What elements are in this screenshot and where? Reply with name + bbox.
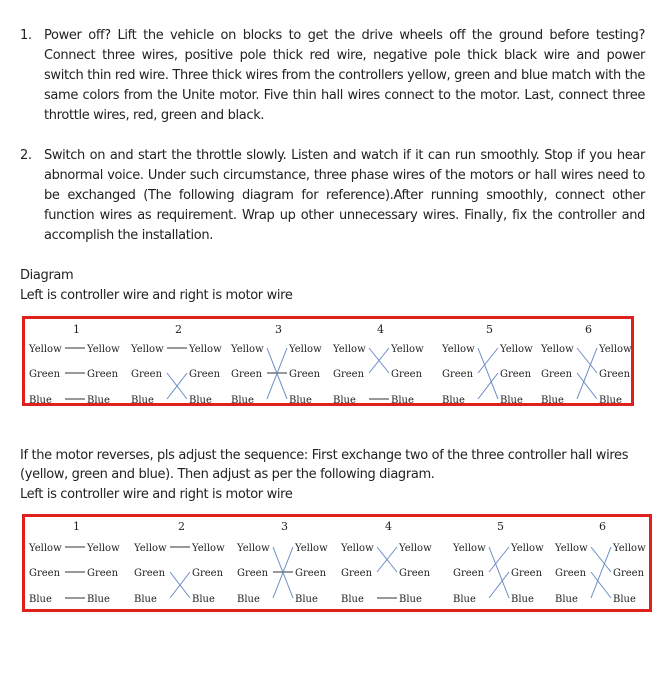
instruction-2-number: 2.: [20, 148, 32, 163]
d1-combo-3-controller-green: Green: [231, 369, 263, 380]
d2-combo-4-motor-yellow: Yellow: [399, 543, 432, 554]
d2-combo-6-controller-blue: Blue: [555, 594, 578, 605]
d1-combo-3-motor-green: Green: [289, 369, 321, 380]
d2-combo-3-motor-blue: Blue: [295, 594, 318, 605]
d2-combo-4-number: 4: [385, 520, 392, 533]
d1-combo-2-number: 2: [175, 323, 182, 336]
d2-combo-2-controller-blue: Blue: [134, 594, 157, 605]
d1-combo-5-controller-yellow: Yellow: [442, 344, 475, 355]
d1-combo-6-number: 6: [585, 323, 592, 336]
d2-combo-2-motor-green: Green: [192, 568, 224, 579]
d1-combo-4-number: 4: [377, 323, 384, 336]
d2-combo-4-controller-green: Green: [341, 568, 373, 579]
d1-combo-1-motor-green: Green: [87, 369, 119, 380]
d2-combo-1-controller-blue: Blue: [29, 594, 52, 605]
instruction-1-text: Power off? Lift the vehicle on blocks to get the drive wheels off the ground before testing? Connect three wires, positive pole thick red wire, negative pole thick black wire and power switch thin red wire. Three thick wires from the controllers yellow, green and blue match with the same colors from the Unite motor. Five thin hall wires connect to the motor. Last, connect three throttle wires, red, green and black.: [44, 28, 645, 123]
d2-combo-6-wire-blue: [591, 547, 611, 598]
d2-combo-6-motor-green: Green: [613, 568, 645, 579]
d2-combo-1-number: 1: [73, 520, 80, 533]
instruction-2-text: Switch on and start the throttle slowly. Listen and watch if it can run smoothly. Stop if you hear abnormal voice. Under such circumstance, three phase wires of the motors or hall wires need to be exchanged (The following diagram for reference).After running smoothly, connect other function wires as requirement. Wrap up other unnecessary wires. Finally, fix the controller and accomplish the installation.: [44, 148, 645, 243]
d2-combo-6-wire-green: [591, 572, 611, 598]
d2-combo-5-controller-blue: Blue: [453, 594, 476, 605]
d2-combo-5-motor-yellow: Yellow: [511, 543, 544, 554]
diagram-caption-2: Left is controller wire and right is motor wire: [20, 487, 293, 502]
d2-combo-5-wire-yellow: [489, 547, 509, 598]
d1-combo-1-controller-blue: Blue: [29, 395, 52, 406]
d2-combo-5-wire-green: [489, 547, 509, 572]
d1-combo-6-motor-green: Green: [599, 369, 631, 380]
d2-combo-3-controller-blue: Blue: [237, 594, 260, 605]
d1-combo-5-wire-yellow: [478, 348, 498, 399]
d2-combo-1-motor-blue: Blue: [87, 594, 110, 605]
d1-combo-2-motor-yellow: Yellow: [189, 344, 222, 355]
d2-combo-5-controller-yellow: Yellow: [453, 543, 486, 554]
wiring-diagram-1: [22, 316, 634, 406]
d1-combo-5-number: 5: [486, 323, 493, 336]
d2-combo-6-controller-green: Green: [555, 568, 587, 579]
d2-combo-6-wire-yellow: [591, 547, 611, 572]
d2-combo-2-controller-green: Green: [134, 568, 166, 579]
d1-combo-3-controller-blue: Blue: [231, 395, 254, 406]
d1-combo-5-controller-blue: Blue: [442, 395, 465, 406]
d1-combo-2-controller-blue: Blue: [131, 395, 154, 406]
diagram-caption-1: Left is controller wire and right is motor wire: [20, 288, 293, 303]
d2-combo-2-controller-yellow: Yellow: [134, 543, 167, 554]
d2-combo-3-controller-yellow: Yellow: [237, 543, 270, 554]
d1-combo-2-controller-yellow: Yellow: [131, 344, 164, 355]
d1-combo-6-wire-blue: [577, 348, 597, 399]
d2-combo-2-number: 2: [178, 520, 185, 533]
d1-combo-4-motor-blue: Blue: [391, 395, 414, 406]
d2-combo-4-motor-green: Green: [399, 568, 431, 579]
d2-combo-3-motor-yellow: Yellow: [295, 543, 328, 554]
d1-combo-5-wire-blue: [478, 373, 498, 399]
d1-combo-5-motor-green: Green: [500, 369, 532, 380]
d1-combo-3-motor-blue: Blue: [289, 395, 312, 406]
d2-combo-3-number: 3: [281, 520, 288, 533]
d2-combo-3-controller-green: Green: [237, 568, 269, 579]
d1-combo-1-controller-green: Green: [29, 369, 61, 380]
d1-combo-6-controller-yellow: Yellow: [541, 344, 574, 355]
d2-combo-4-motor-blue: Blue: [399, 594, 422, 605]
d1-combo-1-motor-blue: Blue: [87, 395, 110, 406]
d2-combo-5-motor-green: Green: [511, 568, 543, 579]
d2-combo-5-controller-green: Green: [453, 568, 485, 579]
d1-combo-4-controller-green: Green: [333, 369, 365, 380]
d1-combo-5-controller-green: Green: [442, 369, 474, 380]
d2-combo-5-motor-blue: Blue: [511, 594, 534, 605]
reverse-note-line-1: If the motor reverses, pls adjust the sequence: First exchange two of the three controller hall wires: [20, 448, 629, 463]
d2-combo-3-motor-green: Green: [295, 568, 327, 579]
d2-combo-6-number: 6: [599, 520, 606, 533]
d1-combo-5-motor-blue: Blue: [500, 395, 523, 406]
d2-combo-5-wire-blue: [489, 572, 509, 598]
d1-combo-6-motor-blue: Blue: [599, 395, 622, 406]
d2-combo-2-motor-yellow: Yellow: [192, 543, 225, 554]
d2-combo-1-controller-yellow: Yellow: [29, 543, 62, 554]
wiring-diagram-2-svg: [25, 517, 649, 609]
diagram-heading: Diagram: [20, 268, 74, 283]
d2-combo-1-motor-green: Green: [87, 568, 119, 579]
d1-combo-1-controller-yellow: Yellow: [29, 344, 62, 355]
d2-combo-4-controller-blue: Blue: [341, 594, 364, 605]
d1-combo-4-motor-green: Green: [391, 369, 423, 380]
d1-combo-4-motor-yellow: Yellow: [391, 344, 424, 355]
d1-combo-6-wire-yellow: [577, 348, 597, 373]
d1-combo-6-motor-yellow: Yellow: [599, 344, 632, 355]
d1-combo-1-number: 1: [73, 323, 80, 336]
d1-combo-4-controller-yellow: Yellow: [333, 344, 366, 355]
d1-combo-6-controller-blue: Blue: [541, 395, 564, 406]
d1-combo-3-number: 3: [275, 323, 282, 336]
instruction-1-number: 1.: [20, 28, 32, 43]
d1-combo-5-motor-yellow: Yellow: [500, 344, 533, 355]
d1-combo-6-controller-green: Green: [541, 369, 573, 380]
d2-combo-4-controller-yellow: Yellow: [341, 543, 374, 554]
d1-combo-2-motor-blue: Blue: [189, 395, 212, 406]
wiring-diagram-2: [22, 514, 652, 612]
d1-combo-1-motor-yellow: Yellow: [87, 344, 120, 355]
d1-combo-4-controller-blue: Blue: [333, 395, 356, 406]
d2-combo-1-controller-green: Green: [29, 568, 61, 579]
d1-combo-3-controller-yellow: Yellow: [231, 344, 264, 355]
reverse-note-line-2: (yellow, green and blue). Then adjust as per the following diagram.: [20, 467, 435, 482]
d2-combo-2-motor-blue: Blue: [192, 594, 215, 605]
d2-combo-6-controller-yellow: Yellow: [555, 543, 588, 554]
d2-combo-6-motor-blue: Blue: [613, 594, 636, 605]
d2-combo-5-number: 5: [497, 520, 504, 533]
d1-combo-5-wire-green: [478, 348, 498, 373]
d1-combo-3-motor-yellow: Yellow: [289, 344, 322, 355]
d1-combo-2-controller-green: Green: [131, 369, 163, 380]
wiring-diagram-1-svg: [25, 319, 632, 406]
d2-combo-6-motor-yellow: Yellow: [613, 543, 646, 554]
d2-combo-1-motor-yellow: Yellow: [87, 543, 120, 554]
d1-combo-6-wire-green: [577, 373, 597, 399]
d1-combo-2-motor-green: Green: [189, 369, 221, 380]
